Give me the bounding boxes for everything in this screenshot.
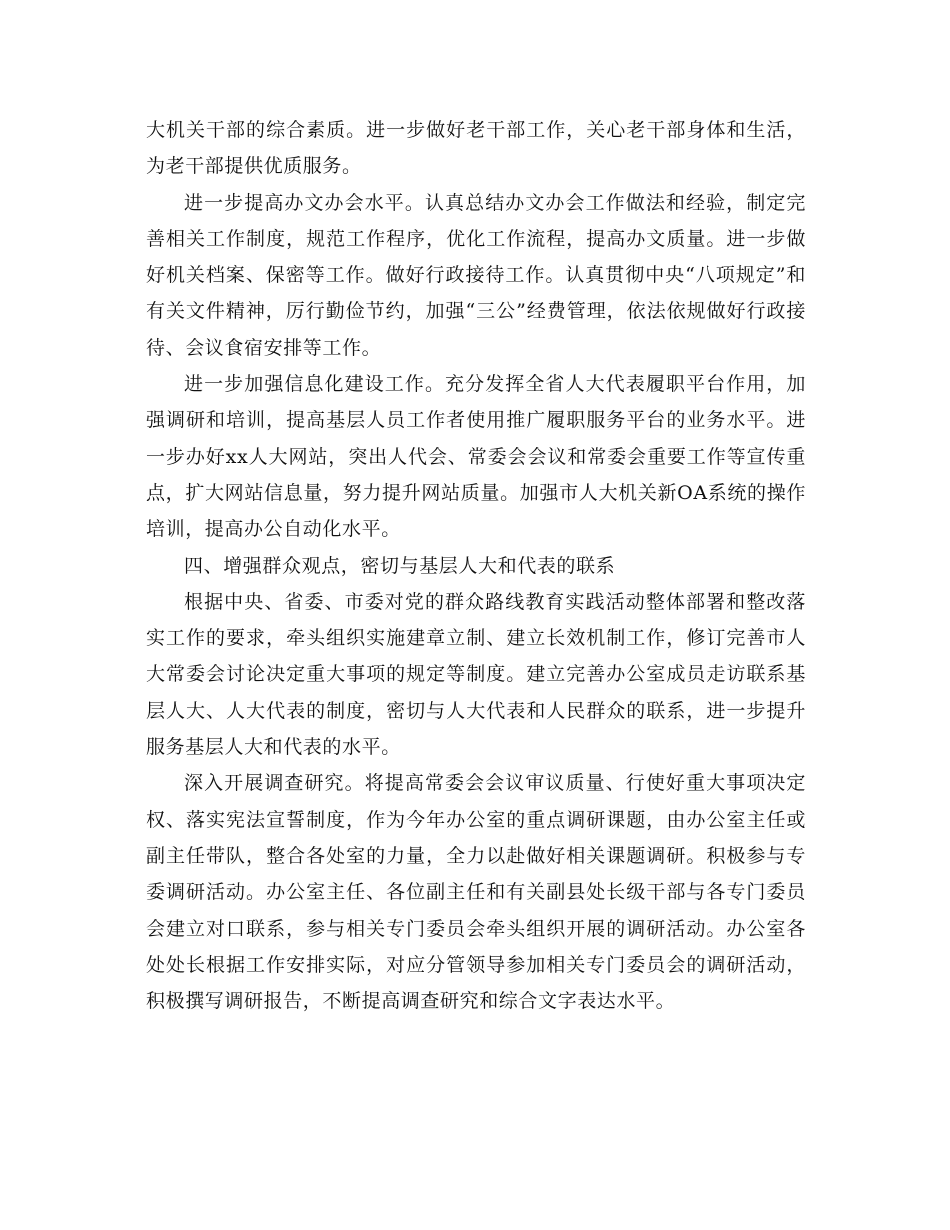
paragraph-4: 根据中央、省委、市委对党的群众路线教育实践活动整体部署和整改落实工作的要求，牵头组织实施建章立制、建立长效机制工作，修订完善市人大常委会讨论决定重大事项的规定等制度。建立完善办公室成员走访联系基层人大、人大代表的制度，密切与人大代表和人民群众的联系，进一步提升服务基层人大和代表的水平。 [146,590,806,759]
paragraph-5: 深入开展调查研究。将提高常委会会议审议质量、行使好重大事项决定权、落实宪法宣誓制度，作为今年办公室的重点调研课题，由办公室主任或副主任带队，整合各处室的力量，全力以赴做好相关课题调研。积极参与专委调研活动。办公室主任、各位副主任和有关副县处长级干部与各专门委员会建立对口联系，参与相关专门委员会牵头组织开展的调研活动。办公室各处处长根据工作安排实际，对应分管领导参加相关专门委员会的调研活动，积极撰写调研报告，不断提高调查研究和综合文字表达水平。 [146,772,806,1013]
paragraph-3: 进一步加强信息化建设工作。充分发挥全省人大代表履职平台作用，加强调研和培训，提高基层人员工作者使用推广履职服务平台的业务水平。进一步办好xx人大网站，突出人代会、常委会会议和常委会重要工作等宣传重点，扩大网站信息量，努力提升网站质量。加强市人大机关新OA系统的操作培训，提高办公自动化水平。 [146,373,806,541]
section-heading: 四、增强群众观点，密切与基层人大和代表的联系 [184,554,616,577]
paragraph-2: 进一步提高办文办会水平。认真总结办文办会工作做法和经验，制定完善相关工作制度，规范工作程序，优化工作流程，提高办文质量。进一步做好机关档案、保密等工作。做好行政接待工作。认真贯彻中央“八项规定”和有关文件精神，厉行勤俭节约，加强“三公”经费管理，依法依规做好行政接待、会议食宿安排等工作。 [146,191,806,359]
paragraph-1: 大机关干部的综合素质。进一步做好老干部工作，关心老干部身体和生活，为老干部提供优质服务。 [146,119,806,178]
document-body [146,112,806,1019]
